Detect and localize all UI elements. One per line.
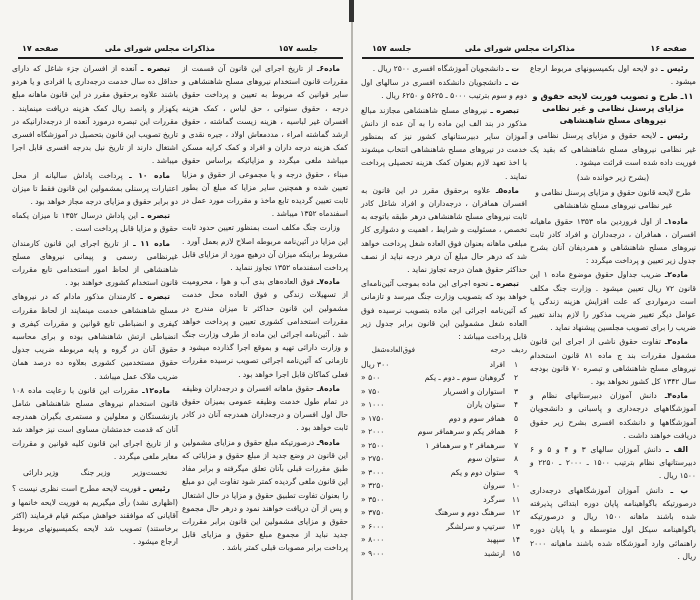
centered-line: طرح لایحه قانون حقوق و مزایای پرسنل نظامی و غیر نظامی نیروهای مسلح شاهنشاهی	[535, 188, 691, 211]
table-row	[361, 452, 527, 466]
rank-name: سرتیپ و سرلشگر	[446, 521, 505, 531]
paragraph-text: علاوه برحقوق مقرر در این قانون به افسران همافران ، درجه‌داران و افراد شاغل کادر ثابت نیروهای مسلح شاهنشاهی درهر طبقه باتوجه به تخصص ، مسئولیت و شرایط ، اهمیت و دشواری کار مبلغی ماهانه بعنوان فوق العاده شغل پرداخت خواهد شد که درهر حال مبلغ آن درهر درجه نباید از نصف حداکثر حقوق همان درجه تجاوز نماید .	[361, 185, 527, 275]
row-number: ۵	[513, 413, 519, 423]
paragraph-text: درصورتیکه مبلغ حقوق و مزایای مشمولین این قانون در وضع جدید از مبلغ حقوق و مزایائی که طبق مقررات قبلی بآنان تعلق میگرفته و برابر مفاد این قانون ملغی گردیده کمتر شود تفاوت این دو مبلغ را بعنوان تفاوت تطبیق حقوق و مزایا در حال اشتغال و پس از آن دریافت خواهند نمود و درهر حال مجموع حقوق و مزایای مشمولین این قانون برابر مقررات جدید نباید از مجموع مبلغ حقوق و مزایای قابل پرداخت برابر مصوبات قبلی کمتر باشد .	[182, 437, 348, 553]
col-header-allowance: فوق‌العاده‌شغل	[371, 346, 415, 355]
paragraph-text: دانش آموزان آموزشگاههای درجه‌داری درصورتیکه باگواهینامه پایان دوره ابتدائی پذیرفته شده باشند ماهانه ۱۵۰۰ ریال و درصورتیکه باگواهینامه سیکل اول متوسطه و یا پایان دوره راهنمائی وارد آموزشگاه شده باشند ماهیانه ۲۰۰۰ ریال .	[530, 485, 696, 561]
rank-allowance-table	[361, 344, 527, 560]
allowance-value: ۳۰۰ ریال	[361, 359, 390, 369]
paragraph-lead: ماده۸ـ	[316, 383, 340, 393]
header-title: مذاکرات مجلس شورای ملی	[104, 44, 215, 53]
binding-mark	[349, 0, 354, 22]
rank-name: همافر سوم و دوم	[448, 413, 505, 423]
paragraph-text: نیروهای مسلح شاهنشاهی مجازند مبالغ مذکور در بند الف این ماده را به آن عده از دانش آموزان سایر دبیرستانهای کشور نیز که بمنظور خدمت در نیروهای مسلح شاهنشاهی انتخاب میشوند با اخذ تعهد لازم بعنوان کمک هزینه تحصیلی پرداخت نمایند .	[361, 105, 527, 181]
paragraph-text: از تاریخ اجرای این قانون آن قسمت از مقررات قانون استخدام نیروهای مسلح شاهنشاهی و سایر قوانین که مربوط به تعیین و پرداخت حقوق درجه ، حقوق سنواتی ، حق لباس ، کمک هزینه افسران غیر لباسیه ، هزینه زیست گماشته ، حقوق ارشد گماشته امراء ، مددمعاش اولاد ، جیره نقدی و کمک هزینه درجه داران و افراد و کمک کرایه مسکن میباشد ملغی میگردد و مزایائیکه براساس حقوق مبناء ، حقوق درجه و یا مجموعی از حقوق و مزایا تعیین شده و همچنین سایر مزایا که مبلغ آن بطور ثابت تعیین گردیده تابع ماخذ و مقررات مورد عمل در اسفندماه ۱۳۵۲ میباشد .	[182, 64, 348, 219]
paragraph-lead: رئیس ـ	[660, 64, 688, 73]
rank-name: ستوان دوم و یکم	[450, 467, 505, 477]
paragraph	[182, 436, 348, 555]
paragraph	[12, 169, 178, 209]
paragraph-text: مقررات این قانون با رعایت ماده ۱۰۸ قانون استخدام نیروهای مسلح شاهنشاهی شامل بازنشستگان و معلولین و مستمری بگیران همدرجه آنان که قدمت خدمتشان مساوی است نیز خواهد شد و از تاریخ اجرای این قانون کلیه قوانین و مقررات مغایر ملغی میگردد .	[12, 385, 178, 461]
allowance-value: ۳۲۵۰ «	[361, 481, 385, 491]
right-page-column-2	[361, 62, 527, 560]
allowance-value: ۳۵۰۰ «	[361, 494, 385, 504]
paragraph-text: پرداخت پاداش سالیانه از محل اعتبارات پرسنلی بمشمولین این قانون فقط تا میزان دو برابر حقوق و مزایای درجه مجاز خواهد بود .	[12, 170, 178, 207]
paragraph	[182, 221, 348, 274]
rank-name: سرهمافر ۲ و سرهمافر ۱	[425, 440, 505, 450]
paragraph-lead: ماده۵ـ	[495, 185, 519, 195]
paragraph-lead: تبصره ـ	[490, 279, 519, 289]
rank-name: گروهبان سوم ـ دوم ـ یکم	[424, 373, 505, 383]
left-page-column-2	[12, 62, 178, 549]
paragraph-lead: ت ـ	[506, 64, 519, 73]
paragraph-lead: ماده۳ـ	[664, 337, 688, 347]
allowance-value: ۲۵۰۰ «	[361, 440, 385, 450]
paragraph-text: آنعده از افسران جزء شاغل که دارای حداقل ده سال خدمت درجه‌داری یا افرادی و یا هردو باشند علاوه برحقوق مقرر در این قانون ماهانه مبلغ یکهزار و پانصد ریال کمک هزینه دریافت مینمایند . مقررات این تبصره درمورد آنعده از درجه‌دارانیکه در تاریخ تصویب این قانون بتحصیل در آموزشگاه افسری اشتغال دارند از تاریخ نیل بدرجه افسری قابل اجرا میباشد .	[11, 64, 178, 166]
allowance-value: ۱۰۰۰ «	[361, 400, 385, 410]
rank-name: همافر یکم و سرهمافر سوم	[417, 427, 505, 437]
paragraph-lead: ب ـ	[670, 485, 688, 495]
paragraph-lead: رئیس ـ	[660, 131, 689, 141]
allowance-value: ۳۰۰۰ «	[361, 467, 385, 477]
row-number: ۲	[513, 373, 519, 383]
signature-prime-minister: نخست‌وزیر	[132, 468, 168, 478]
rank-name: استواران و افسریار	[443, 386, 505, 396]
paragraph-text: کارمندان مذکور مادام که در نیروهای مسلح شاهنشاهی خدمت مینمایند از لحاظ مقررات کیفری و انضباطی تابع قوانین و مقررات کیفری و انضباطی ارتش شاهنشاهی بوده و برای محاسبه حقوق آنان در گروه و پایه مربوطه ضریب جدول حقوق مستخدمین کشوری بعلاوه ده درصد همان ضریب ملاک عمل میباشد .	[12, 292, 178, 381]
paragraph	[12, 237, 178, 290]
paragraph	[530, 443, 696, 483]
paragraph	[530, 389, 696, 442]
paragraph-text: از اول فروردین ماه ۱۳۵۳ حقوق ماهیانه افسران ، همافران ، درجه‌داران و افراد کادر ثابت نیروهای مسلح شاهنشاهی و همردیفان آنان بشرح جدول زیر تعیین و پرداخت میگردد :	[530, 216, 696, 266]
table-row	[361, 492, 527, 506]
paragraph-text: فوریت لایحه مطرح است نظری نیست ؟ (اظهاری نشد) رأی میگیریم به فوریت لایحه خانمها و آقایانی که موافقند خواهش میکنم قیام فرمایند (اکثر برخاستند) تصویب شد لایحه بکمیسیونهای مربوط ارجاع میشود .	[12, 484, 178, 547]
row-number: ۸	[513, 454, 519, 464]
allowance-value: ۸۰۰۰ «	[361, 535, 385, 545]
paragraph	[530, 62, 696, 88]
paragraph-lead: ماده۱۲ـ	[142, 385, 170, 395]
rank-name: سروان	[483, 481, 505, 491]
row-number: ۱۵	[511, 548, 521, 558]
rank-name: افراد	[489, 359, 505, 369]
paragraph	[12, 62, 178, 168]
paragraph-text: دانشجویان دانشکده افسری در سالهای اول دوم و سوم بترتیب ۵۰۰۰ ـ ۵۶۲۵ و ۶۲۵۰ ریال .	[361, 78, 527, 101]
right-page-header	[362, 44, 695, 58]
paragraph	[530, 215, 696, 268]
allowance-value: ۹۰۰۰ «	[361, 548, 385, 558]
row-number: ۱۱	[511, 494, 521, 504]
paragraph-lead: ماده۲ـ	[664, 270, 688, 280]
table-row	[361, 506, 527, 520]
paragraph-text: این پاداش درسال ۱۳۵۲ تا میزان یکماه حقوق و مزایا قابل پرداخت است .	[12, 211, 178, 234]
left-page-column-1	[182, 62, 348, 556]
paragraph-text: دانش آموزان سالهای ۳ و ۴ و ۵ و ۶ دبیرستانهای نظام بترتیب ۱۵۰۰ ـ ۲۰۰۰ ـ ۲۲۵۰ و ۱۵۰۰ ریال .	[530, 445, 696, 481]
row-number: ۱۴	[511, 535, 521, 545]
centered-line: (بشرح زیر خوانده شد)	[576, 173, 650, 183]
header-title: مذاکرات مجلس شورای ملی	[464, 44, 575, 53]
row-number: ۱۲	[511, 508, 521, 518]
allowance-value: ۲۷۵۰ «	[361, 454, 385, 464]
paragraph-text: از تاریخ اجرای این قانون کارمندان غیرنظامی رسمی و پیمانی نیروهای مسلح شاهنشاهی از لحاظ امور استخدامی تابع مقررات قانون استخدام کشوری خواهند بود .	[12, 238, 178, 288]
paragraph-lead: تبصره ـ	[140, 64, 170, 73]
paragraph	[361, 62, 527, 75]
row-number: ۱	[513, 359, 519, 369]
paragraph-lead: ماده۶ـ	[316, 64, 340, 73]
table-row	[361, 479, 527, 493]
paragraph-lead: ماده۱ـ	[664, 216, 688, 226]
paragraph	[12, 209, 178, 235]
paragraph-lead: ماده۷ـ	[316, 277, 340, 287]
paragraph-lead: تبصره ـ	[141, 211, 170, 221]
paragraph	[182, 62, 348, 220]
paragraph	[530, 129, 696, 169]
table-row	[361, 398, 527, 412]
table-header-row	[361, 344, 527, 357]
paragraph-lead: ماده۴ـ	[664, 391, 688, 401]
paragraph	[530, 484, 696, 563]
paragraph-text: وزارت جنگ مکلف است بمنظور تعیین حدود ثابت این مزایا در آئین‌نامه مربوطه اصلاح لازم بعمل آورد . مشروط براینکه میزان آن درهیچ مورد از مزایای قابل پرداخت اسفندماه ۱۳۵۲ تجاوز ننماید .	[182, 223, 348, 273]
table-row	[361, 425, 527, 439]
paragraph-lead: رئیس ـ	[143, 484, 170, 494]
paragraph-lead: ماده۹ـ	[316, 437, 340, 447]
session-number: جلسه ۱۵۷	[372, 44, 412, 53]
paragraph-text: ضریب جداول حقوق موضوع ماده ۱ این قانون ۷۲ ریال تعیین میشود . وزارت جنگ مکلف است درمواردی که علت افزایش هزینه زندگی یا عوامل دیگر تغییر ضریب مذکور را لازم بداند تغییر ضریب را برای تصویب مجلسین پیشنهاد نماید .	[530, 270, 696, 333]
paragraph-text: دو لایحه اول بکمیسیونهای مربوط ارجاع میشود .	[530, 64, 696, 87]
row-number: ۳	[513, 386, 519, 396]
row-number: ۹	[513, 467, 519, 477]
page-number: صفحه ۱۶	[650, 44, 687, 53]
table-row	[361, 465, 527, 479]
rank-name: ستوان یاران	[466, 400, 505, 410]
paragraph-lead: الف ـ	[665, 445, 689, 455]
row-number: ۱۳	[511, 521, 521, 531]
paragraph	[361, 277, 527, 343]
table-row	[361, 533, 527, 547]
paragraph	[182, 382, 348, 435]
table-row	[361, 519, 527, 533]
paragraph	[361, 76, 527, 102]
left-page-header	[10, 44, 340, 58]
allowance-value: ۷۵۰ «	[361, 386, 381, 396]
paragraph-text: فوق العاده‌های بدی آب و هوا ، محرومیت از تسهیلات زندگی و فوق العاده محل خدمت مشمولین این قانون حداکثر تا میزان مندرج در مقررات استخدامی کشوری تعیین و پرداخت خواهد شد . آئین‌نامه اجرائی این ماده از طرف وزارت جنگ و وزارت دارائی تهیه و بموقع اجرا گذارده میشود و تازمانی که آئین‌نامه اجرائی تصویب نرسیده مقررات فعلی کماکان قابل اجرا خواهد بود .	[182, 277, 348, 379]
row-number: ۴	[513, 400, 519, 410]
page-gutter	[351, 0, 353, 600]
paragraph-text: دانش آموزان دبیرستانهای نظام و آموزشگاههای درجه‌داری و پاسبانی و دانشجویان آموزشگاهها و دانشکده افسری بشرح زیر حقوق دریافت خواهند داشت .	[530, 391, 696, 440]
row-number: ۱۰	[511, 481, 521, 491]
row-number: ۶	[513, 427, 519, 437]
page-number: صفحه ۱۷	[22, 44, 59, 53]
paragraph	[361, 104, 527, 183]
rank-name: سرهنگ دوم و سرهنگ	[435, 508, 505, 518]
signatures	[12, 466, 178, 479]
paragraph-text: تفاوت حقوق ناشی از اجرای این قانون مشمول مقررات بند ج ماده ۸۱ قانون استخدام نیروهای مسلح شاهنشاهی و تبصره ۷۰ قانون بودجه سال ۱۳۴۲ کل کشور نخواهد بود .	[530, 337, 696, 387]
paragraph-lead: ث ـ	[505, 78, 520, 88]
table-row	[361, 411, 527, 425]
paragraph-lead: ماده ۱۱ ـ	[133, 238, 171, 248]
paragraph-text: لایحه حقوق و مزایای پرسنل نظامی و غیر نظامی نیروهای مسلح شاهنشاهی که بقید یک فوریت داده شده است قرائت میشود .	[530, 131, 696, 167]
paragraph	[361, 184, 527, 276]
rank-name: سپهبد	[486, 535, 505, 545]
allowance-value: ۵۰۰ «	[361, 373, 381, 383]
allowance-value: ۲۰۰۰ «	[361, 427, 385, 437]
paragraph-text: نحوه اجرای این ماده بموجب آئین‌نامه‌ای خواهد بود که بتصویب وزارت جنگ میرسد و تازمانی که آئین‌نامه اجرائی این ماده بتصویب نرسیده فوق العاده شغل مشمولین این قانون برابر جدول زیر قابل پرداخت میباشد :	[361, 279, 527, 342]
allowance-value: ۳۷۵۰ «	[361, 508, 385, 518]
paragraph-text: حقوق ماهانه افسران و درجه‌داران وظیفه در تمام طول خدمت وظیفه عمومی بمیزان حقوق حال اول افسران و درجه‌داران همدرجه آنان در کادر ثابت خواهد بود .	[182, 383, 348, 433]
header-rule	[362, 57, 694, 59]
col-header-row-number: ردیف	[511, 346, 527, 355]
table-row	[361, 384, 527, 398]
session-number: جلسه ۱۵۷	[278, 44, 318, 53]
closing-paragraph	[12, 482, 178, 548]
paragraph	[182, 275, 348, 381]
paragraph	[530, 268, 696, 334]
rank-name: سرگرد	[483, 494, 505, 504]
col-header-rank: درجه	[490, 346, 505, 355]
paragraph-lead: ماده ۱۰ ـ	[129, 170, 170, 180]
paragraph	[530, 335, 696, 388]
table-row	[361, 438, 527, 452]
paragraph	[12, 290, 178, 382]
section-heading: ۱۱ـ طرح و تصویب فوریت لایحه حقوق و مزایای پرسنل نظامی و غیر نظامی نیروهای مسلح شاهنشاهی	[532, 91, 694, 126]
row-number: ۷	[513, 440, 519, 450]
table-row	[361, 371, 527, 385]
signature-finance-minister: وزیر دارائی	[22, 468, 59, 478]
paragraph-lead: تبصره ـ	[140, 292, 170, 302]
signature-war-minister: وزیر جنگ	[80, 468, 111, 478]
header-rule	[18, 57, 343, 59]
allowance-value: ۶۰۰۰ «	[361, 521, 385, 531]
table-row	[361, 546, 527, 560]
paragraph-lead: تبصره ـ	[490, 105, 519, 115]
allowance-value: ۱۷۵۰ «	[361, 413, 385, 423]
right-page-column-1	[530, 62, 696, 564]
paragraph-text: دانشجویان آموزشگاه افسری ۲۵۰۰ ریال .	[372, 64, 507, 73]
rank-name: ستوان سوم	[467, 454, 505, 464]
rank-name: ارتشبد	[484, 548, 505, 558]
paragraph	[12, 384, 178, 463]
table-row	[361, 357, 527, 371]
